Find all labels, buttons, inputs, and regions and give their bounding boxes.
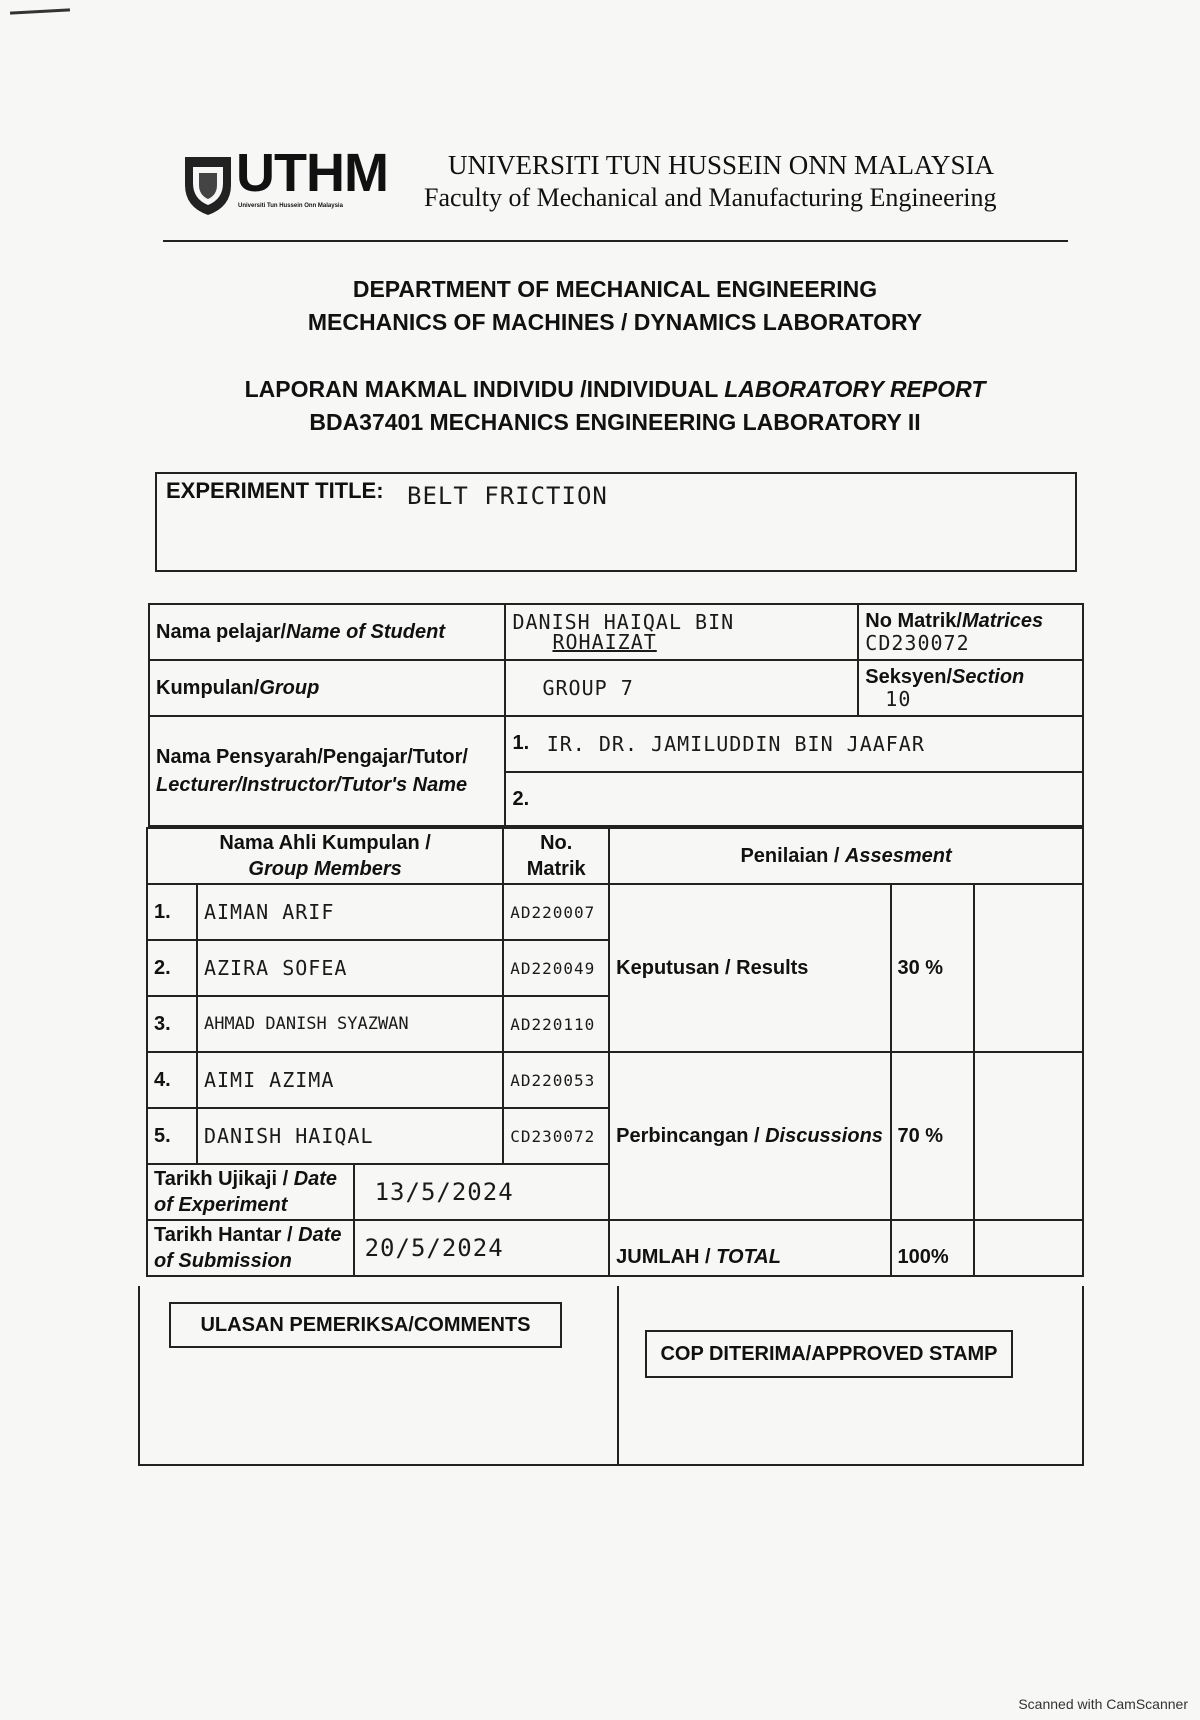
student-info-table xyxy=(148,603,1084,827)
submission-date-value: 20/5/2024 xyxy=(354,1220,610,1276)
experiment-title-label: EXPERIMENT TITLE: xyxy=(166,478,384,503)
matric-value: CD230072 xyxy=(865,631,970,655)
member-no: 1. xyxy=(147,884,197,940)
member-name: DANISH HAIQAL xyxy=(197,1108,503,1164)
approved-stamp-label: COP DITERIMA/APPROVED STAMP xyxy=(645,1330,1013,1378)
results-score xyxy=(974,884,1083,1052)
report-title-prefix: LAPORAN MAKMAL INDIVIDU /INDIVIDUAL xyxy=(244,376,725,402)
member-name: AHMAD DANISH SYAZWAN xyxy=(197,996,503,1052)
members-assessment-table xyxy=(146,827,1084,1277)
results-label: Keputusan / Results xyxy=(609,884,890,1052)
member-name: AIMAN ARIF xyxy=(197,884,503,940)
comments-stamp-divider xyxy=(617,1286,619,1466)
total-label: JUMLAH / TOTAL xyxy=(609,1220,890,1276)
student-name-value: DANISH HAIQAL BIN ROHAIZAT xyxy=(505,604,858,660)
section-cell xyxy=(858,660,1083,716)
student-name-label: Nama pelajar/Name of Student xyxy=(149,604,505,660)
experiment-title-value: BELT FRICTION xyxy=(407,482,608,510)
member-no: 4. xyxy=(147,1052,197,1108)
matrik-header: No. Matrik xyxy=(503,828,609,884)
lecturer-2: 2. xyxy=(505,772,1083,826)
discussions-percent: 70 % xyxy=(891,1052,975,1220)
member-matric: AD220053 xyxy=(503,1052,609,1108)
header-divider xyxy=(163,240,1068,242)
scanner-watermark: Scanned with CamScanner xyxy=(1018,1696,1188,1712)
member-matric: AD220110 xyxy=(503,996,609,1052)
member-no: 2. xyxy=(147,940,197,996)
lab-title: MECHANICS OF MACHINES / DYNAMICS LABORATORY xyxy=(307,309,923,335)
matric-label: No Matrik/Matrices xyxy=(865,610,1044,632)
lecturer-1: 1. IR. DR. JAMILUDDIN BIN JAAFAR xyxy=(505,716,1083,772)
total-score xyxy=(974,1220,1083,1276)
comments-label: ULASAN PEMERIKSA/COMMENTS xyxy=(169,1302,562,1348)
results-percent: 30 % xyxy=(891,884,975,1052)
member-matric: AD220049 xyxy=(503,940,609,996)
logo-subtext: Universiti Tun Hussein Onn Malaysia xyxy=(238,203,343,209)
department-title: DEPARTMENT OF MECHANICAL ENGINEERING xyxy=(352,276,878,302)
submission-date-label: Tarikh Hantar / Date of Submission xyxy=(147,1220,354,1276)
member-name: AZIRA SOFEA xyxy=(197,940,503,996)
assessment-header: Penilaian / Assesment xyxy=(609,828,1083,884)
faculty-name: Faculty of Mechanical and Manufacturing Engineering xyxy=(424,183,997,212)
member-name: AIMI AZIMA xyxy=(197,1052,503,1108)
report-title-italic: LABORATORY REPORT xyxy=(724,376,986,402)
section-label: Seksyen/Section xyxy=(865,666,1025,688)
discussions-score xyxy=(974,1052,1083,1220)
lecturer-label: Nama Pensyarah/Pengajar/Tutor/ Lecturer/Instructor/Tutor's Name xyxy=(149,716,505,826)
group-value: GROUP 7 xyxy=(505,660,858,716)
course-title: BDA37401 MECHANICS ENGINEERING LABORATORY II xyxy=(309,409,921,435)
member-no: 3. xyxy=(147,996,197,1052)
experiment-date-value: 13/5/2024 xyxy=(354,1164,610,1220)
matric-cell xyxy=(858,604,1083,660)
experiment-date-label: Tarikh Ujikaji / Date of Experiment xyxy=(147,1164,354,1220)
member-matric: AD220007 xyxy=(503,884,609,940)
total-percent: 100% xyxy=(891,1220,975,1276)
member-matric: CD230072 xyxy=(503,1108,609,1164)
discussions-label: Perbincangan / Discussions xyxy=(609,1052,890,1220)
members-header: Nama Ahli Kumpulan / Group Members xyxy=(147,828,503,884)
uthm-shield-icon xyxy=(183,155,233,217)
group-label: Kumpulan/Group xyxy=(149,660,505,716)
university-name: UNIVERSITI TUN HUSSEIN ONN MALAYSIA xyxy=(448,150,995,180)
logo-text: UTHM xyxy=(236,143,388,203)
report-title xyxy=(0,376,1200,403)
member-no: 5. xyxy=(147,1108,197,1164)
section-value: 10 xyxy=(885,687,912,711)
corner-mark xyxy=(10,8,70,14)
